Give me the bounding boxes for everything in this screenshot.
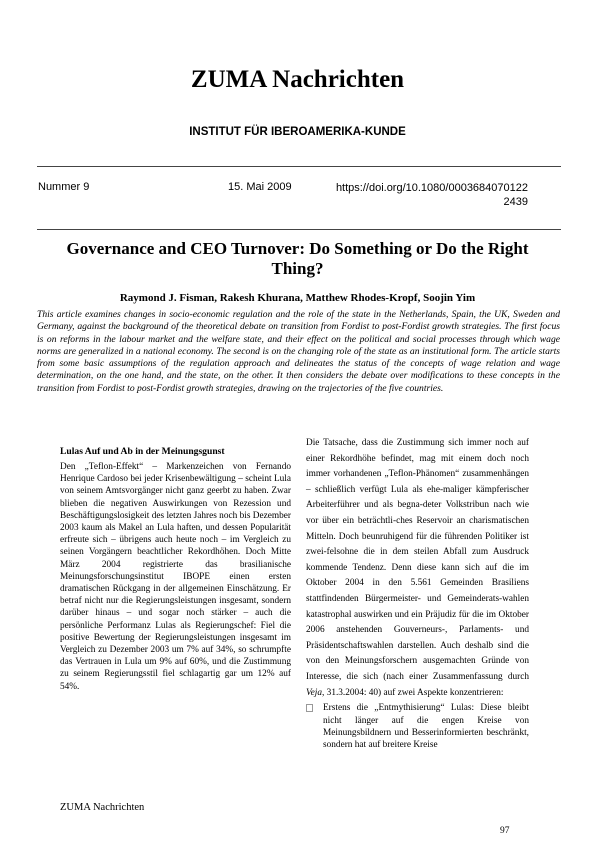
right-column-paragraph <box>306 436 529 701</box>
doi-link[interactable]: https://doi.org/10.1080/0003684070122 2439 <box>335 182 528 208</box>
page-number: 97 <box>500 826 510 836</box>
left-column-text: Den „Teflon-Effekt“ – Markenzeichen von Fernando Henrique Cardoso bei jeder Krisenbewältigung – scheint Lula von seinem Amtsvorgänger nicht ganz geerbt zu haben. Zwar blieben die negativen Auswirkungen von Rezession und Beschäftigungslosigkeit des letzten Jahres noch bis Dezember 2003 kaum als Makel an Lula haften, und dessen Popularität erfreute sich – übrigens auch heute noch – im Vergleich zu seinen Vorgängern beachtlicher Rekordhöhen. Doch Mitte März 2004 registrierte das brasilianische Meinungsforschungsinstitut IBOPE einen ersten dramatischen Rückgang in der allgemeinen Einschätzung. Er betraf nicht nur die Regierungsleistungen insgesamt, sondern darüber hinaus – und sogar noch stärker – auch die persönliche Performanz Lulas als Regierungschef: Fiel die positive Bewertung der Regierungsleistungen insgesamt im Vergleich zu Dezember 2003 um 7% auf 34%, so schrumpfte das Vertrauen in Lula um 9% auf 60%, und die Zustimmung zu seinem Regierungsstil fiel schlagartig gar um 12% auf 54%. <box>60 462 291 692</box>
source-citation: Veja <box>306 687 323 698</box>
issue-number: Nummer 9 <box>38 181 90 193</box>
bullet-icon <box>306 704 313 712</box>
journal-title: ZUMA Nachrichten <box>190 66 405 93</box>
header-divider-top <box>37 166 561 167</box>
article-abstract: This article examines changes in socio-economic regulation and the role of the state in the Netherlands, Spain, the UK, Sweden and Germany, against the background of the theoretical debate on transition from Fordist to post-Fordist growth strategies. The first focus is on reforms in the labour market and the welfare state, and their effect on the political and social processes through which wage norms are generalized in a national economy. The second is on the changing role of the state as an institutional form. The article starts from some basic assumptions of the regulation approach and delineates the status of the concepts of wage relation and wage determination, on the one hand, and the state, on the other. It then considers the debate over modifications to these concepts in the transition from Fordist to post-Fordist growth strategies, drawing on the trajectories of the five countries. <box>37 309 560 394</box>
right-column-text-end: , 31.3.2004: 40) auf zwei Aspekte konzentrieren: <box>322 687 504 698</box>
institute-name: INSTITUT FÜR IBEROAMERIKA-KUNDE <box>189 126 406 138</box>
issue-date: 15. Mai 2009 <box>228 181 292 193</box>
right-column <box>306 436 529 752</box>
footer-journal-name: ZUMA Nachrichten <box>60 802 145 813</box>
right-column-text: Die Tatsache, dass die Zustimmung sich immer noch auf einer Rekordhöhe befindet, mag mit einem doch noch immer vorhandenen „Teflon-Phänomen“ zusammenhängen – schließlich verfügt Lula als ehe-maliger kämpferischer Arbeiterführer und als begna-deter Volkstribun nach wie vor über ein beträchtli-ches Reservoir an charismatischen Mitteln. Doch beunruhigend für die führenden Politiker ist zwei-felsohne die in dem steilen Abfall zum Ausdruck kommende Tendenz. Denn diese kann sich auf die im Oktober 2004 in den 5.561 Gemeinden Brasiliens stattfindenden Bürgermeister- und Gemeinderats-wahlen katastrophal auswirken und ein Präjudiz für die im Oktober 2006 anstehenden Gouverneurs-, Parlaments- und Präsidentschaftswahlen darstellen. Auch deshalb sind die von den Meinungsforschern ausgemachten Gründe von Interesse, die sich (nach einer Zusammenfassung durch <box>306 438 529 682</box>
bullet-list-item <box>306 702 529 752</box>
article-title: Governance and CEO Turnover: Do Something or Do the Right Thing? <box>66 239 529 278</box>
header-divider-bottom <box>37 229 561 230</box>
article-authors: Raymond J. Fisman, Rakesh Khurana, Matthew Rhodes-Kropf, Soojin Yim <box>119 292 476 304</box>
section-heading: Lulas Auf und Ab in der Meinungsgunst <box>60 446 225 457</box>
bullet-text: Erstens die „Entmythisierung“ Lulas: Diese bleibt nicht länger auf die engen Kreise von Meinungsbildnern und Besserinformierten beschränkt, sondern hat auf breitere Kreise <box>323 703 529 751</box>
